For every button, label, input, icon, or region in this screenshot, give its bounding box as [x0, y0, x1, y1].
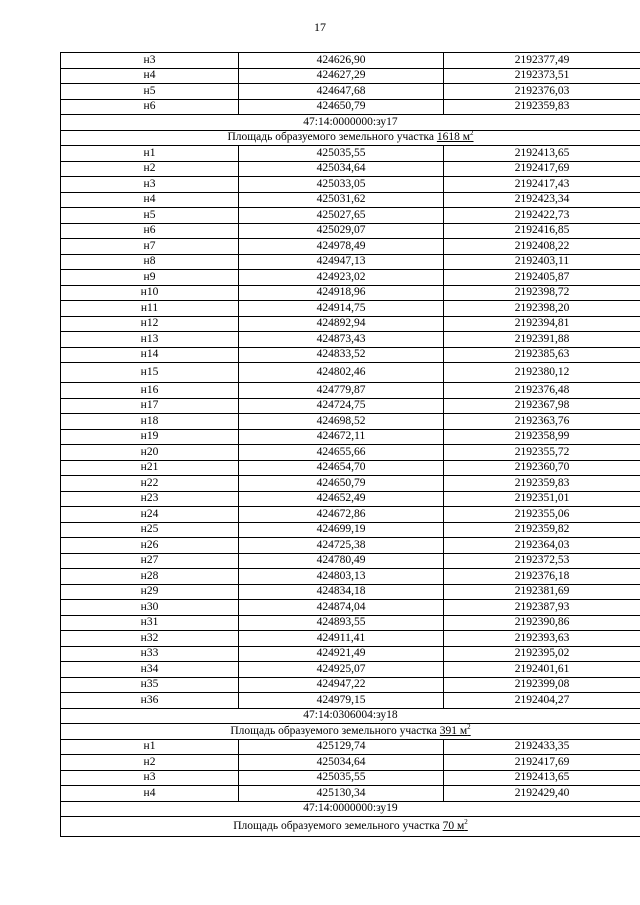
area-value: [437, 131, 474, 143]
point-row: [61, 332, 640, 348]
point-row: [61, 631, 640, 647]
x-coordinate-cell: 424947,22: [239, 677, 444, 693]
y-coordinate-cell: 2192416,85: [444, 223, 640, 239]
point-row: [61, 770, 640, 786]
point-row: [61, 223, 640, 239]
y-coordinate-cell: 2192387,93: [444, 600, 640, 616]
point-row: [61, 693, 640, 709]
point-row: [61, 285, 640, 301]
x-coordinate-cell: 424698,52: [239, 414, 444, 430]
point-name-cell: н24: [61, 507, 239, 523]
y-coordinate-cell: 2192422,73: [444, 208, 640, 224]
point-name-cell: н21: [61, 460, 239, 476]
point-name-cell: н13: [61, 332, 239, 348]
x-coordinate-cell: 425035,55: [239, 770, 444, 786]
y-coordinate-cell: 2192423,34: [444, 192, 640, 208]
point-row: [61, 429, 640, 445]
area-value: [443, 820, 468, 832]
point-name-cell: н4: [61, 786, 239, 802]
point-name-cell: н16: [61, 383, 239, 399]
area-label: Площадь образуемого земельного участка: [233, 820, 440, 832]
parcel-number-row: [61, 708, 640, 724]
y-coordinate-cell: 2192359,83: [444, 476, 640, 492]
y-coordinate-cell: 2192398,20: [444, 301, 640, 317]
parcel-area-row: [61, 724, 640, 740]
point-row: [61, 662, 640, 678]
y-coordinate-cell: 2192390,86: [444, 615, 640, 631]
point-row: [61, 739, 640, 755]
y-coordinate-cell: 2192413,65: [444, 146, 640, 162]
point-row: [61, 347, 640, 363]
point-name-cell: н2: [61, 755, 239, 771]
point-row: [61, 177, 640, 193]
x-coordinate-cell: 424873,43: [239, 332, 444, 348]
point-name-cell: н6: [61, 223, 239, 239]
parcel-area-cell: [61, 817, 640, 837]
x-coordinate-cell: 424893,55: [239, 615, 444, 631]
x-coordinate-cell: 424874,04: [239, 600, 444, 616]
y-coordinate-cell: 2192376,48: [444, 383, 640, 399]
parcel-number-row: [61, 801, 640, 817]
y-coordinate-cell: 2192401,61: [444, 662, 640, 678]
x-coordinate-cell: 424626,90: [239, 53, 444, 69]
point-row: [61, 491, 640, 507]
point-row: [61, 786, 640, 802]
y-coordinate-cell: 2192417,43: [444, 177, 640, 193]
y-coordinate-cell: 2192367,98: [444, 398, 640, 414]
x-coordinate-cell: 424918,96: [239, 285, 444, 301]
y-coordinate-cell: 2192393,63: [444, 631, 640, 647]
x-coordinate-cell: 424655,66: [239, 445, 444, 461]
point-row: [61, 507, 640, 523]
point-row: [61, 254, 640, 270]
point-row: [61, 677, 640, 693]
y-coordinate-cell: 2192351,01: [444, 491, 640, 507]
x-coordinate-cell: 424725,38: [239, 538, 444, 554]
y-coordinate-cell: 2192404,27: [444, 693, 640, 709]
y-coordinate-cell: 2192376,18: [444, 569, 640, 585]
point-row: [61, 445, 640, 461]
x-coordinate-cell: 424672,11: [239, 429, 444, 445]
parcel-area-row: [61, 130, 640, 146]
y-coordinate-cell: 2192377,49: [444, 53, 640, 69]
point-name-cell: н3: [61, 53, 239, 69]
y-coordinate-cell: 2192417,69: [444, 161, 640, 177]
parcel-area-cell: [61, 724, 640, 740]
x-coordinate-cell: 424947,13: [239, 254, 444, 270]
point-row: [61, 522, 640, 538]
parcel-number-cell: 47:14:0000000:зу19: [61, 801, 640, 817]
parcel-area-row: [61, 817, 640, 837]
x-coordinate-cell: 424914,75: [239, 301, 444, 317]
x-coordinate-cell: 425130,34: [239, 786, 444, 802]
point-row: [61, 615, 640, 631]
point-name-cell: н25: [61, 522, 239, 538]
point-row: [61, 53, 640, 69]
point-row: [61, 146, 640, 162]
x-coordinate-cell: 424699,19: [239, 522, 444, 538]
point-name-cell: н3: [61, 770, 239, 786]
y-coordinate-cell: 2192359,83: [444, 99, 640, 115]
parcel-number-cell: 47:14:0000000:зу17: [61, 115, 640, 131]
x-coordinate-cell: 424647,68: [239, 84, 444, 100]
point-row: [61, 239, 640, 255]
area-label: Площадь образуемого земельного участка: [227, 131, 434, 144]
y-coordinate-cell: 2192355,72: [444, 445, 640, 461]
x-coordinate-cell: 425029,07: [239, 223, 444, 239]
y-coordinate-cell: 2192358,99: [444, 429, 640, 445]
point-name-cell: н8: [61, 254, 239, 270]
point-name-cell: н9: [61, 270, 239, 286]
x-coordinate-cell: 424650,79: [239, 476, 444, 492]
x-coordinate-cell: 424652,49: [239, 491, 444, 507]
area-label: Площадь образуемого земельного участка: [230, 724, 437, 737]
point-name-cell: н7: [61, 239, 239, 255]
x-coordinate-cell: 424627,29: [239, 68, 444, 84]
point-name-cell: н22: [61, 476, 239, 492]
x-coordinate-cell: 425027,65: [239, 208, 444, 224]
point-row: [61, 569, 640, 585]
point-name-cell: н35: [61, 677, 239, 693]
point-name-cell: н2: [61, 161, 239, 177]
point-name-cell: н31: [61, 615, 239, 631]
area-unit-superscript: 2: [470, 130, 474, 138]
y-coordinate-cell: 2192385,63: [444, 347, 640, 363]
point-row: [61, 363, 640, 383]
point-name-cell: н33: [61, 646, 239, 662]
x-coordinate-cell: 424780,49: [239, 553, 444, 569]
point-name-cell: н5: [61, 84, 239, 100]
point-row: [61, 383, 640, 399]
point-name-cell: н1: [61, 739, 239, 755]
x-coordinate-cell: 424650,79: [239, 99, 444, 115]
point-name-cell: н20: [61, 445, 239, 461]
area-number: 391 м: [439, 724, 468, 737]
area-unit-superscript: 2: [467, 723, 471, 731]
x-coordinate-cell: 425129,74: [239, 739, 444, 755]
point-row: [61, 208, 640, 224]
point-row: [61, 584, 640, 600]
parcel-number-row: [61, 115, 640, 131]
y-coordinate-cell: 2192381,69: [444, 584, 640, 600]
x-coordinate-cell: 424911,41: [239, 631, 444, 647]
x-coordinate-cell: 424978,49: [239, 239, 444, 255]
point-name-cell: н27: [61, 553, 239, 569]
x-coordinate-cell: 424672,86: [239, 507, 444, 523]
point-row: [61, 538, 640, 554]
x-coordinate-cell: 425033,05: [239, 177, 444, 193]
x-coordinate-cell: 424654,70: [239, 460, 444, 476]
point-name-cell: н14: [61, 347, 239, 363]
y-coordinate-cell: 2192429,40: [444, 786, 640, 802]
y-coordinate-cell: 2192417,69: [444, 755, 640, 771]
y-coordinate-cell: 2192364,03: [444, 538, 640, 554]
y-coordinate-cell: 2192380,12: [444, 363, 640, 383]
x-coordinate-cell: 425031,62: [239, 192, 444, 208]
point-name-cell: н23: [61, 491, 239, 507]
point-row: [61, 755, 640, 771]
x-coordinate-cell: 425034,64: [239, 755, 444, 771]
y-coordinate-cell: 2192413,65: [444, 770, 640, 786]
point-name-cell: н15: [61, 363, 239, 383]
y-coordinate-cell: 2192360,70: [444, 460, 640, 476]
y-coordinate-cell: 2192391,88: [444, 332, 640, 348]
point-row: [61, 553, 640, 569]
point-row: [61, 99, 640, 115]
x-coordinate-cell: 424834,18: [239, 584, 444, 600]
point-row: [61, 414, 640, 430]
coordinates-table: [60, 52, 640, 837]
y-coordinate-cell: 2192408,22: [444, 239, 640, 255]
y-coordinate-cell: 2192399,08: [444, 677, 640, 693]
coordinates-table-body: [61, 53, 640, 837]
point-row: [61, 600, 640, 616]
x-coordinate-cell: 424921,49: [239, 646, 444, 662]
point-name-cell: н1: [61, 146, 239, 162]
x-coordinate-cell: 424833,52: [239, 347, 444, 363]
y-coordinate-cell: 2192398,72: [444, 285, 640, 301]
area-number: 70 м: [442, 820, 465, 832]
point-name-cell: н10: [61, 285, 239, 301]
x-coordinate-cell: 424802,46: [239, 363, 444, 383]
point-row: [61, 398, 640, 414]
y-coordinate-cell: 2192359,82: [444, 522, 640, 538]
parcel-area-cell: [61, 130, 640, 146]
point-name-cell: н12: [61, 316, 239, 332]
y-coordinate-cell: 2192373,51: [444, 68, 640, 84]
point-row: [61, 84, 640, 100]
point-row: [61, 460, 640, 476]
x-coordinate-cell: 424979,15: [239, 693, 444, 709]
point-row: [61, 161, 640, 177]
point-name-cell: н6: [61, 99, 239, 115]
point-name-cell: н19: [61, 429, 239, 445]
y-coordinate-cell: 2192394,81: [444, 316, 640, 332]
x-coordinate-cell: 424779,87: [239, 383, 444, 399]
point-row: [61, 68, 640, 84]
point-row: [61, 476, 640, 492]
point-row: [61, 646, 640, 662]
x-coordinate-cell: 424923,02: [239, 270, 444, 286]
point-row: [61, 316, 640, 332]
x-coordinate-cell: 424724,75: [239, 398, 444, 414]
point-row: [61, 301, 640, 317]
y-coordinate-cell: 2192372,53: [444, 553, 640, 569]
y-coordinate-cell: 2192405,87: [444, 270, 640, 286]
point-name-cell: н36: [61, 693, 239, 709]
page-number: 17: [314, 20, 326, 34]
y-coordinate-cell: 2192433,35: [444, 739, 640, 755]
area-number: 1618 м: [436, 131, 471, 144]
point-name-cell: н29: [61, 584, 239, 600]
y-coordinate-cell: 2192403,11: [444, 254, 640, 270]
point-name-cell: н4: [61, 192, 239, 208]
area-value: [440, 725, 471, 737]
y-coordinate-cell: 2192376,03: [444, 84, 640, 100]
y-coordinate-cell: 2192395,02: [444, 646, 640, 662]
point-name-cell: н28: [61, 569, 239, 585]
point-name-cell: н5: [61, 208, 239, 224]
x-coordinate-cell: 425034,64: [239, 161, 444, 177]
point-row: [61, 270, 640, 286]
point-name-cell: н26: [61, 538, 239, 554]
x-coordinate-cell: 425035,55: [239, 146, 444, 162]
point-name-cell: н30: [61, 600, 239, 616]
parcel-number-cell: 47:14:0306004:зу18: [61, 708, 640, 724]
point-name-cell: н17: [61, 398, 239, 414]
point-name-cell: н11: [61, 301, 239, 317]
point-name-cell: н18: [61, 414, 239, 430]
x-coordinate-cell: 424925,07: [239, 662, 444, 678]
y-coordinate-cell: 2192355,06: [444, 507, 640, 523]
y-coordinate-cell: 2192363,76: [444, 414, 640, 430]
x-coordinate-cell: 424892,94: [239, 316, 444, 332]
point-row: [61, 192, 640, 208]
point-name-cell: н4: [61, 68, 239, 84]
point-name-cell: н3: [61, 177, 239, 193]
point-name-cell: н32: [61, 631, 239, 647]
x-coordinate-cell: 424803,13: [239, 569, 444, 585]
point-name-cell: н34: [61, 662, 239, 678]
area-unit-superscript: 2: [464, 818, 468, 827]
